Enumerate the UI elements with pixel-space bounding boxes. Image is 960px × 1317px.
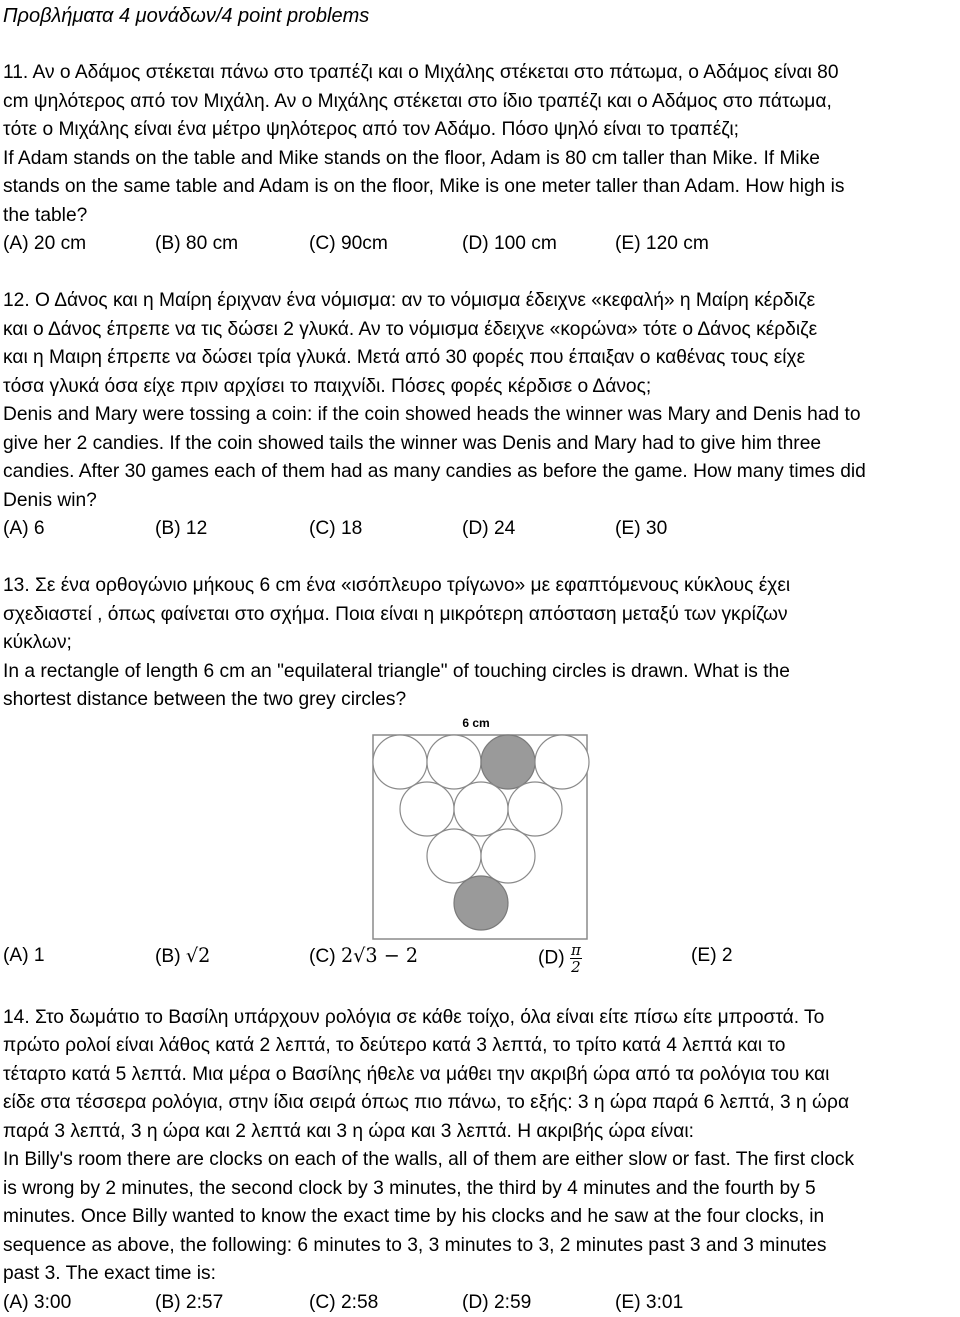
p13-option-d-label: (D)	[538, 947, 570, 969]
p14-line: 14. Στο δωμάτιο το Βασίλη υπάρχουν ρολόγια σε κάθε τοίχο, όλα είναι είτε πίσω είτε μπροστά. Το	[3, 1007, 825, 1028]
page-heading: Προβλήματα 4 μονάδων/4 point problems	[3, 5, 370, 27]
p11-option-a: (A) 20 cm	[3, 233, 87, 254]
p14-line: είδε στα τέσσερα ρολόγια, στην ίδια σειρά όπως πιο πάνω, το εξής: 3 η ώρα παρά 6 λεπτά, 3 η ώρα	[3, 1092, 850, 1113]
p11-line: cm ψηλότερος από τον Μιχάλη. Αν ο Μιχάλης στέκεται στο ίδιο τραπέζι και ο Αδάμος στο πάτωμα,	[3, 91, 832, 112]
p13-option-b-math: √2	[185, 944, 211, 967]
p13-option-d	[538, 942, 582, 975]
p11-option-d: (D) 100 cm	[462, 233, 557, 254]
p14-line: παρά 3 λεπτά, 3 η ώρα και 2 λεπτά και 3 η ώρα και 3 λεπτά. Η ακριβής ώρα είναι:	[3, 1121, 694, 1142]
p13-option-a: (A) 1	[3, 945, 45, 966]
p14-option-b: (B) 2:57	[155, 1292, 224, 1313]
p11-line: the table?	[3, 205, 88, 226]
p12-line: Denis win?	[3, 490, 97, 511]
grey-circle	[481, 735, 535, 789]
p12-line: τόσα γλυκά όσα είχε πριν αρχίσει το παιχνίδι. Πόσες φορές κέρδισε ο Δάνος;	[3, 376, 652, 397]
p14-line: πρώτο ρολοί είναι λάθος κατά 2 λεπτά, το δεύτερο κατά 3 λεπτά, το τρίτο κατά 4 λεπτά και το	[3, 1035, 786, 1056]
p12-line: give her 2 candies. If the coin showed tails the winner was Denis and Mary had to give him three	[3, 433, 822, 454]
p14-option-c: (C) 2:58	[309, 1292, 379, 1313]
circles-diagram	[369, 714, 593, 940]
p12-option-e: (E) 30	[615, 518, 668, 539]
white-circle	[535, 735, 589, 789]
p13-line: shortest distance between the two grey circles?	[3, 689, 407, 710]
circles-figure	[369, 714, 593, 940]
p14-line: sequence as above, the following: 6 minutes to 3, 3 minutes to 3, 2 minutes past 3 and 3 minutes	[3, 1235, 827, 1256]
p13-option-b	[155, 942, 210, 971]
p11-option-e: (E) 120 cm	[615, 233, 709, 254]
p12-line: Denis and Mary were tossing a coin: if the coin showed heads the winner was Mary and Denis had to	[3, 404, 861, 425]
p13-option-b-label: (B)	[155, 946, 186, 967]
white-circle	[400, 782, 454, 836]
p14-line: τέταρτο κατά 5 λεπτά. Μια μέρα ο Βασίλης ήθελε να μάθει την ακριβή ώρα από τα ρολόγια του και	[3, 1064, 830, 1085]
white-circle	[508, 782, 562, 836]
p12-option-b: (B) 12	[155, 518, 208, 539]
p14-option-d: (D) 2:59	[462, 1292, 532, 1313]
p13-option-e: (E) 2	[691, 945, 733, 966]
p11-option-c: (C) 90cm	[309, 233, 388, 254]
p11-line: 11. Αν ο Αδάμος στέκεται πάνω στο τραπέζι και ο Μιχάλης στέκεται στο πάτωμα, ο Αδάμος είναι 80	[3, 62, 839, 83]
p13-option-c	[309, 942, 418, 971]
p14-line: past 3. The exact time is:	[3, 1263, 216, 1284]
white-circle	[454, 782, 508, 836]
figure-width-label: 6 cm	[462, 716, 490, 730]
p11-option-b: (B) 80 cm	[155, 233, 239, 254]
p14-line: is wrong by 2 minutes, the second clock by 3 minutes, the third by 4 minutes and the fourth by 5	[3, 1178, 816, 1199]
p11-line: If Adam stands on the table and Mike stands on the floor, Adam is 80 cm taller than Mike. If Mike	[3, 148, 820, 169]
p12-line: και η Μαιρη έπρεπε να δώσει τρία γλυκά. Μετά από 30 φορές που έπαιξαν ο καθένας τους είχε	[3, 347, 806, 368]
p13-option-c-math: 2√3 − 2	[340, 944, 419, 967]
p13-line: σχεδιαστεί , όπως φαίνεται στο σχήμα. Ποια είναι η μικρότερη απόσταση μεταξύ των γκρίζων	[3, 604, 788, 625]
p14-option-e: (E) 3:01	[615, 1292, 684, 1313]
p12-option-d: (D) 24	[462, 518, 516, 539]
p14-line: minutes. Once Billy wanted to know the exact time by his clocks and he saw at the four clocks, in	[3, 1206, 825, 1227]
white-circle	[427, 735, 481, 789]
fraction-denominator: 2	[571, 958, 581, 976]
p13-line: In a rectangle of length 6 cm an "equilateral triangle" of touching circles is drawn. What is the	[3, 661, 790, 682]
p14-line: In Billy's room there are clocks on each of the walls, all of them are either slow or fast. The first clock	[3, 1149, 855, 1170]
p12-line: candies. After 30 games each of them had as many candies as before the game. How many times did	[3, 461, 866, 482]
p12-option-a: (A) 6	[3, 518, 45, 539]
p13-option-d-fraction	[570, 942, 582, 975]
p12-line: και ο Δάνος έπρεπε να τις δώσει 2 γλυκά. Αν το νόμισμα έδειχνε «κορώνα» τότε ο Δάνος κέρδιζε	[3, 319, 818, 340]
p11-line: τότε ο Μιχάλης είναι ένα μέτρο ψηλότερος από τον Αδάμο. Πόσο ψηλό είναι το τραπέζι;	[3, 119, 739, 140]
p12-line: 12. Ο Δάνος και η Μαίρη έριχναν ένα νόμισμα: αν το νόμισμα έδειχνε «κεφαλή» η Μαίρη κέρδιζε	[3, 290, 816, 311]
grey-circle	[454, 876, 508, 930]
white-circle	[373, 735, 427, 789]
fraction-numerator: π	[570, 941, 581, 959]
p13-option-c-label: (C)	[309, 946, 341, 967]
p11-line: stands on the same table and Adam is on the floor, Mike is one meter taller than Adam. How high is	[3, 176, 845, 197]
p13-line: κύκλων;	[3, 632, 72, 653]
p14-option-a: (A) 3:00	[3, 1292, 72, 1313]
p13-line: 13. Σε ένα ορθογώνιο μήκους 6 cm ένα «ισόπλευρο τρίγωνο» με εφαπτόμενους κύκλους έχει	[3, 575, 791, 596]
p12-option-c: (C) 18	[309, 518, 363, 539]
white-circle	[427, 829, 481, 883]
white-circle	[481, 829, 535, 883]
